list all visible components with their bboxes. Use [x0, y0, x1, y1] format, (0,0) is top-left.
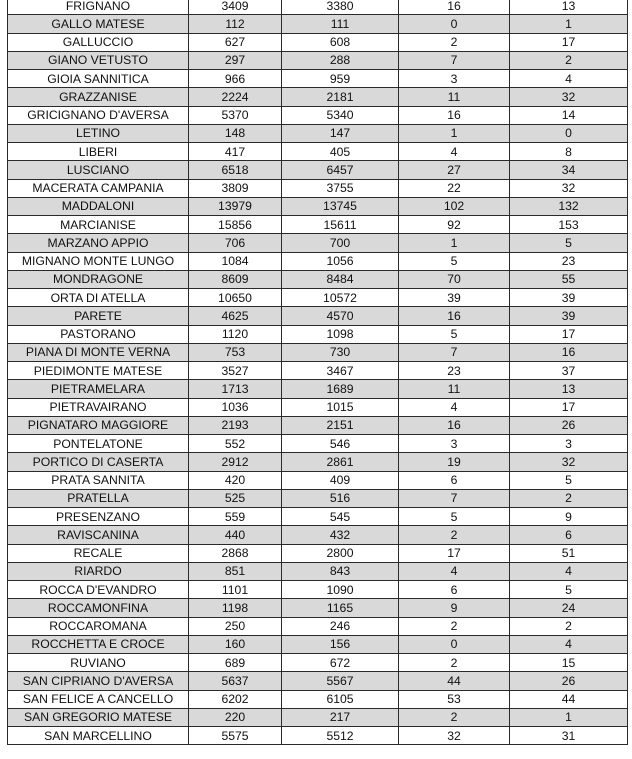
value-4-cell[interactable]: 17 [510, 398, 628, 416]
municipality-cell[interactable]: ROCCAMONFINA [8, 599, 189, 617]
value-4-cell[interactable]: 17 [510, 325, 628, 343]
table-row [8, 398, 628, 416]
value-4-cell[interactable]: 16 [510, 343, 628, 361]
value-3-cell[interactable]: 2 [399, 654, 510, 672]
value-4-cell[interactable]: 8 [510, 143, 628, 161]
value-1-cell[interactable]: 3409 [189, 0, 282, 15]
value-1-cell[interactable]: 2912 [189, 453, 282, 471]
table-row [8, 307, 628, 325]
value-3-cell[interactable]: 11 [399, 380, 510, 398]
value-3-cell[interactable]: 6 [399, 581, 510, 599]
municipality-cell[interactable]: SAN MARCELLINO [8, 727, 189, 745]
value-3-cell[interactable]: 1 [399, 124, 510, 142]
value-3-cell[interactable]: 5 [399, 325, 510, 343]
value-3-cell[interactable]: 16 [399, 106, 510, 124]
table-row [8, 51, 628, 69]
value-1-cell[interactable]: 3809 [189, 179, 282, 197]
value-2-cell[interactable]: 409 [282, 471, 399, 489]
table-row [8, 234, 628, 252]
value-3-cell[interactable]: 102 [399, 197, 510, 215]
value-2-cell[interactable]: 700 [282, 234, 399, 252]
table-row [8, 617, 628, 635]
value-4-cell[interactable]: 23 [510, 252, 628, 270]
value-1-cell[interactable]: 2193 [189, 416, 282, 434]
value-2-cell[interactable]: 111 [282, 15, 399, 33]
value-2-cell[interactable]: 546 [282, 435, 399, 453]
value-1-cell[interactable]: 2224 [189, 88, 282, 106]
municipality-cell[interactable]: SAN CIPRIANO D'AVERSA [8, 672, 189, 690]
value-3-cell[interactable]: 3 [399, 435, 510, 453]
value-1-cell[interactable]: 552 [189, 435, 282, 453]
value-3-cell[interactable]: 17 [399, 544, 510, 562]
value-3-cell[interactable]: 19 [399, 453, 510, 471]
value-4-cell[interactable]: 39 [510, 289, 628, 307]
value-1-cell[interactable]: 1101 [189, 581, 282, 599]
municipality-cell[interactable]: SAN FELICE A CANCELLO [8, 690, 189, 708]
value-2-cell[interactable]: 147 [282, 124, 399, 142]
municipality-cell[interactable]: LIBERI [8, 143, 189, 161]
value-2-cell[interactable]: 8484 [282, 270, 399, 288]
value-3-cell[interactable]: 70 [399, 270, 510, 288]
table-row [8, 453, 628, 471]
value-2-cell[interactable]: 432 [282, 526, 399, 544]
municipality-cell[interactable]: SAN GREGORIO MATESE [8, 708, 189, 726]
value-2-cell[interactable]: 10572 [282, 289, 399, 307]
value-4-cell[interactable]: 2 [510, 489, 628, 507]
table-row [8, 343, 628, 361]
municipality-cell[interactable]: ROCCHETTA E CROCE [8, 635, 189, 653]
value-1-cell[interactable]: 297 [189, 51, 282, 69]
table-row [8, 33, 628, 51]
value-1-cell[interactable]: 706 [189, 234, 282, 252]
table-row [8, 489, 628, 507]
value-4-cell[interactable]: 132 [510, 197, 628, 215]
table-row [8, 161, 628, 179]
value-4-cell[interactable]: 14 [510, 106, 628, 124]
value-4-cell[interactable]: 32 [510, 179, 628, 197]
value-2-cell[interactable]: 2181 [282, 88, 399, 106]
table-row [8, 380, 628, 398]
value-2-cell[interactable]: 5567 [282, 672, 399, 690]
municipality-cell[interactable]: PARETE [8, 307, 189, 325]
table-row [8, 690, 628, 708]
value-3-cell[interactable]: 7 [399, 489, 510, 507]
value-2-cell[interactable]: 2800 [282, 544, 399, 562]
value-4-cell[interactable]: 4 [510, 70, 628, 88]
value-2-cell[interactable]: 959 [282, 70, 399, 88]
value-3-cell[interactable]: 23 [399, 362, 510, 380]
municipality-cell[interactable]: PASTORANO [8, 325, 189, 343]
table-row [8, 708, 628, 726]
value-1-cell[interactable]: 8609 [189, 270, 282, 288]
municipality-cell[interactable]: PRATA SANNITA [8, 471, 189, 489]
table-row [8, 197, 628, 215]
value-1-cell[interactable]: 3527 [189, 362, 282, 380]
municipality-cell[interactable]: GALLO MATESE [8, 15, 189, 33]
municipality-cell[interactable]: PIANA DI MONTE VERNA [8, 343, 189, 361]
value-2-cell[interactable]: 6457 [282, 161, 399, 179]
municipality-cell[interactable]: ORTA DI ATELLA [8, 289, 189, 307]
value-4-cell[interactable]: 32 [510, 453, 628, 471]
municipality-cell[interactable]: MONDRAGONE [8, 270, 189, 288]
value-1-cell[interactable]: 420 [189, 471, 282, 489]
value-1-cell[interactable]: 4625 [189, 307, 282, 325]
value-1-cell[interactable]: 5575 [189, 727, 282, 745]
value-2-cell[interactable]: 15611 [282, 216, 399, 234]
value-2-cell[interactable]: 545 [282, 508, 399, 526]
value-3-cell[interactable]: 0 [399, 15, 510, 33]
municipality-cell[interactable]: MADDALONI [8, 197, 189, 215]
value-1-cell[interactable]: 250 [189, 617, 282, 635]
municipality-cell[interactable]: PIGNATARO MAGGIORE [8, 416, 189, 434]
value-1-cell[interactable]: 6518 [189, 161, 282, 179]
municipality-cell[interactable]: MACERATA CAMPANIA [8, 179, 189, 197]
value-2-cell[interactable]: 6105 [282, 690, 399, 708]
value-3-cell[interactable]: 32 [399, 727, 510, 745]
municipality-cell[interactable]: GRICIGNANO D'AVERSA [8, 106, 189, 124]
municipality-cell[interactable]: PORTICO DI CASERTA [8, 453, 189, 471]
table-row [8, 508, 628, 526]
municipality-cell[interactable]: RUVIANO [8, 654, 189, 672]
value-1-cell[interactable]: 559 [189, 508, 282, 526]
value-3-cell[interactable]: 3 [399, 70, 510, 88]
value-2-cell[interactable]: 405 [282, 143, 399, 161]
value-3-cell[interactable]: 9 [399, 599, 510, 617]
value-3-cell[interactable]: 6 [399, 471, 510, 489]
municipality-cell[interactable]: GIANO VETUSTO [8, 51, 189, 69]
municipality-cell[interactable]: PIEDIMONTE MATESE [8, 362, 189, 380]
value-1-cell[interactable]: 13979 [189, 197, 282, 215]
value-4-cell[interactable]: 0 [510, 124, 628, 142]
municipality-cell[interactable]: RECALE [8, 544, 189, 562]
value-3-cell[interactable]: 5 [399, 252, 510, 270]
value-2-cell[interactable]: 1015 [282, 398, 399, 416]
value-1-cell[interactable]: 689 [189, 654, 282, 672]
value-3-cell[interactable]: 7 [399, 51, 510, 69]
table-row [8, 727, 628, 745]
value-2-cell[interactable]: 3380 [282, 0, 399, 15]
value-4-cell[interactable]: 4 [510, 562, 628, 580]
municipality-cell[interactable]: MARZANO APPIO [8, 234, 189, 252]
value-4-cell[interactable]: 2 [510, 51, 628, 69]
municipality-cell[interactable]: GIOIA SANNITICA [8, 70, 189, 88]
value-3-cell[interactable]: 44 [399, 672, 510, 690]
table-row [8, 70, 628, 88]
value-4-cell[interactable]: 37 [510, 362, 628, 380]
value-1-cell[interactable]: 220 [189, 708, 282, 726]
value-2-cell[interactable]: 730 [282, 343, 399, 361]
data-table [7, 0, 628, 745]
value-2-cell[interactable]: 1090 [282, 581, 399, 599]
value-1-cell[interactable]: 6202 [189, 690, 282, 708]
municipality-cell[interactable]: ROCCAROMANA [8, 617, 189, 635]
value-3-cell[interactable]: 16 [399, 0, 510, 15]
value-1-cell[interactable]: 10650 [189, 289, 282, 307]
value-1-cell[interactable]: 160 [189, 635, 282, 653]
value-4-cell[interactable]: 34 [510, 161, 628, 179]
value-3-cell[interactable]: 7 [399, 343, 510, 361]
table-row [8, 106, 628, 124]
value-4-cell[interactable]: 13 [510, 0, 628, 15]
value-1-cell[interactable]: 148 [189, 124, 282, 142]
value-2-cell[interactable]: 5340 [282, 106, 399, 124]
value-4-cell[interactable]: 55 [510, 270, 628, 288]
value-3-cell[interactable]: 92 [399, 216, 510, 234]
table-row [8, 599, 628, 617]
value-4-cell[interactable]: 5 [510, 471, 628, 489]
value-4-cell[interactable]: 44 [510, 690, 628, 708]
value-3-cell[interactable]: 0 [399, 635, 510, 653]
table-row [8, 325, 628, 343]
table-row [8, 124, 628, 142]
value-4-cell[interactable]: 39 [510, 307, 628, 325]
value-3-cell[interactable]: 11 [399, 88, 510, 106]
municipality-cell[interactable]: LETINO [8, 124, 189, 142]
value-2-cell[interactable]: 516 [282, 489, 399, 507]
value-4-cell[interactable]: 31 [510, 727, 628, 745]
value-2-cell[interactable]: 2151 [282, 416, 399, 434]
value-2-cell[interactable]: 13745 [282, 197, 399, 215]
value-1-cell[interactable]: 1713 [189, 380, 282, 398]
value-1-cell[interactable]: 440 [189, 526, 282, 544]
value-4-cell[interactable]: 13 [510, 380, 628, 398]
value-3-cell[interactable]: 16 [399, 416, 510, 434]
value-2-cell[interactable]: 1098 [282, 325, 399, 343]
value-2-cell[interactable]: 288 [282, 51, 399, 69]
table-row [8, 0, 628, 15]
value-1-cell[interactable]: 1084 [189, 252, 282, 270]
table-row [8, 544, 628, 562]
value-1-cell[interactable]: 2868 [189, 544, 282, 562]
value-2-cell[interactable]: 1689 [282, 380, 399, 398]
value-2-cell[interactable]: 2861 [282, 453, 399, 471]
value-3-cell[interactable]: 4 [399, 398, 510, 416]
table-row [8, 635, 628, 653]
value-4-cell[interactable]: 5 [510, 234, 628, 252]
value-2-cell[interactable]: 217 [282, 708, 399, 726]
value-3-cell[interactable]: 2 [399, 33, 510, 51]
table-row [8, 252, 628, 270]
table-row [8, 672, 628, 690]
municipality-cell[interactable]: PRESENZANO [8, 508, 189, 526]
value-3-cell[interactable]: 2 [399, 708, 510, 726]
value-3-cell[interactable]: 5 [399, 508, 510, 526]
value-1-cell[interactable]: 1036 [189, 398, 282, 416]
value-3-cell[interactable]: 2 [399, 526, 510, 544]
value-4-cell[interactable]: 51 [510, 544, 628, 562]
value-1-cell[interactable]: 5370 [189, 106, 282, 124]
value-1-cell[interactable]: 627 [189, 33, 282, 51]
municipality-cell[interactable]: PRATELLA [8, 489, 189, 507]
value-2-cell[interactable]: 156 [282, 635, 399, 653]
value-3-cell[interactable]: 16 [399, 307, 510, 325]
value-1-cell[interactable]: 1198 [189, 599, 282, 617]
municipality-cell[interactable]: PIETRAVAIRANO [8, 398, 189, 416]
municipality-cell[interactable]: GRAZZANISE [8, 88, 189, 106]
value-2-cell[interactable]: 608 [282, 33, 399, 51]
table-row [8, 471, 628, 489]
value-3-cell[interactable]: 27 [399, 161, 510, 179]
value-4-cell[interactable]: 5 [510, 581, 628, 599]
municipality-cell[interactable]: GALLUCCIO [8, 33, 189, 51]
value-2-cell[interactable]: 1056 [282, 252, 399, 270]
municipality-cell[interactable]: MARCIANISE [8, 216, 189, 234]
value-2-cell[interactable]: 1165 [282, 599, 399, 617]
municipality-cell[interactable]: LUSCIANO [8, 161, 189, 179]
value-2-cell[interactable]: 5512 [282, 727, 399, 745]
value-4-cell[interactable]: 17 [510, 33, 628, 51]
value-4-cell[interactable]: 15 [510, 654, 628, 672]
value-3-cell[interactable]: 53 [399, 690, 510, 708]
spreadsheet-view [7, 0, 627, 745]
value-3-cell[interactable]: 22 [399, 179, 510, 197]
value-4-cell[interactable]: 6 [510, 526, 628, 544]
municipality-cell[interactable]: PIETRAMELARA [8, 380, 189, 398]
table-row [8, 15, 628, 33]
value-4-cell[interactable]: 1 [510, 708, 628, 726]
value-1-cell[interactable]: 1120 [189, 325, 282, 343]
table-row [8, 526, 628, 544]
table-row [8, 435, 628, 453]
value-1-cell[interactable]: 966 [189, 70, 282, 88]
municipality-cell[interactable]: FRIGNANO [8, 0, 189, 15]
value-2-cell[interactable]: 843 [282, 562, 399, 580]
value-4-cell[interactable]: 32 [510, 88, 628, 106]
value-3-cell[interactable]: 2 [399, 617, 510, 635]
table-body [8, 0, 628, 745]
value-2-cell[interactable]: 4570 [282, 307, 399, 325]
table-row [8, 289, 628, 307]
table-row [8, 179, 628, 197]
municipality-cell[interactable]: RAVISCANINA [8, 526, 189, 544]
value-4-cell[interactable]: 9 [510, 508, 628, 526]
value-4-cell[interactable]: 1 [510, 15, 628, 33]
table-row [8, 416, 628, 434]
value-3-cell[interactable]: 4 [399, 143, 510, 161]
value-4-cell[interactable]: 153 [510, 216, 628, 234]
value-2-cell[interactable]: 3467 [282, 362, 399, 380]
value-1-cell[interactable]: 753 [189, 343, 282, 361]
table-row [8, 562, 628, 580]
table-row [8, 270, 628, 288]
value-4-cell[interactable]: 2 [510, 617, 628, 635]
value-2-cell[interactable]: 672 [282, 654, 399, 672]
value-4-cell[interactable]: 24 [510, 599, 628, 617]
value-1-cell[interactable]: 525 [189, 489, 282, 507]
municipality-cell[interactable]: PONTELATONE [8, 435, 189, 453]
municipality-cell[interactable]: ROCCA D'EVANDRO [8, 581, 189, 599]
table-row [8, 581, 628, 599]
table-row [8, 362, 628, 380]
value-4-cell[interactable]: 26 [510, 416, 628, 434]
value-4-cell[interactable]: 26 [510, 672, 628, 690]
table-row [8, 654, 628, 672]
value-2-cell[interactable]: 3755 [282, 179, 399, 197]
value-1-cell[interactable]: 112 [189, 15, 282, 33]
value-1-cell[interactable]: 15856 [189, 216, 282, 234]
municipality-cell[interactable]: RIARDO [8, 562, 189, 580]
value-3-cell[interactable]: 4 [399, 562, 510, 580]
value-2-cell[interactable]: 246 [282, 617, 399, 635]
value-1-cell[interactable]: 417 [189, 143, 282, 161]
table-row [8, 88, 628, 106]
value-1-cell[interactable]: 851 [189, 562, 282, 580]
municipality-cell[interactable]: MIGNANO MONTE LUNGO [8, 252, 189, 270]
value-3-cell[interactable]: 1 [399, 234, 510, 252]
value-3-cell[interactable]: 39 [399, 289, 510, 307]
value-4-cell[interactable]: 4 [510, 635, 628, 653]
value-4-cell[interactable]: 3 [510, 435, 628, 453]
table-row [8, 143, 628, 161]
table-row [8, 216, 628, 234]
value-1-cell[interactable]: 5637 [189, 672, 282, 690]
